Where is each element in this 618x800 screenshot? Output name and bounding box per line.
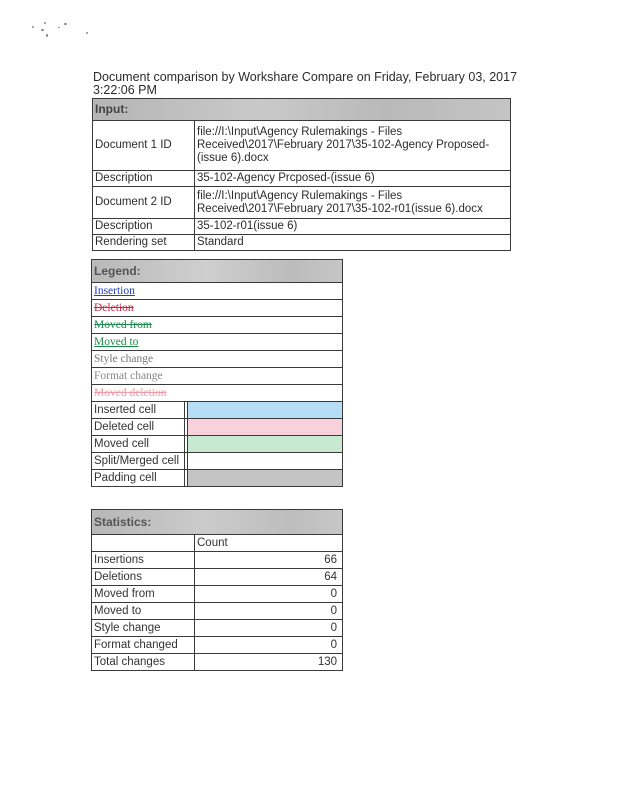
table-row [93,171,511,187]
table-row [93,121,511,171]
legend-padding-cell-swatch [188,470,343,487]
statistics-header-row [92,535,343,552]
input-heading-row [93,99,511,121]
legend-moved-deletion-label: Moved deletion [94,387,167,399]
stat-value: 0 [195,603,343,620]
stat-value: 0 [195,620,343,637]
stat-value: 0 [195,586,343,603]
legend-moved-to-label: Moved to [94,336,139,348]
legend-item-deletion [92,300,343,317]
legend-row [92,317,343,334]
legend-inserted-cell-swatch [188,402,343,419]
stat-label: Style change [92,620,195,637]
table-row [92,620,343,637]
legend-row [92,351,343,368]
row-label: Description [93,171,195,187]
stat-label: Total changes [92,654,195,671]
legend-item-insertion [92,283,343,300]
legend-item-format-change [92,368,343,385]
legend-row [92,470,343,487]
legend-item-moved-to [92,334,343,351]
table-row [93,219,511,235]
row-label: Document 2 ID [93,187,195,219]
statistics-heading: Statistics: [92,510,343,535]
legend-row [92,402,343,419]
input-table [92,98,511,251]
row-label: Rendering set [93,235,195,251]
legend-row [92,368,343,385]
legend-row [92,300,343,317]
stat-value: 66 [195,552,343,569]
stat-label: Format changed [92,637,195,654]
row-value: file://I:\Input\Agency Rulemakings - Files Received\2017\February 2017\35-102-Agency Proposed-(issue 6).docx [195,121,511,171]
statistics-heading-row [92,510,343,535]
legend-row [92,283,343,300]
stat-value: 0 [195,637,343,654]
legend-row [92,453,343,470]
row-label: Description [93,219,195,235]
legend-padding-cell-label: Padding cell [92,470,185,487]
row-value: Standard [195,235,511,251]
row-value: file://I:\Input\Agency Rulemakings - Files Received\2017\February 2017\35-102-r01(issue 6).docx [195,187,511,219]
legend-deletion-label: Deletion [94,302,134,314]
statistics-table [91,509,343,671]
stat-label: Deletions [92,569,195,586]
table-row [92,552,343,569]
row-label: Document 1 ID [93,121,195,171]
legend-moved-from-label: Moved from [94,319,152,331]
legend-inserted-cell-label: Inserted cell [92,402,185,419]
legend-heading: Legend: [92,260,343,283]
table-row [92,569,343,586]
table-row [92,586,343,603]
legend-moved-cell-swatch [188,436,343,453]
scan-specks [28,22,98,52]
legend-insertion-label: Insertion [94,285,135,297]
legend-row [92,419,343,436]
input-heading: Input: [93,99,511,121]
legend-split-merged-cell-label: Split/Merged cell [92,453,185,470]
legend-item-moved-from [92,317,343,334]
legend-style-change-label: Style change [94,353,154,365]
stat-label: Insertions [92,552,195,569]
legend-table [91,259,343,487]
page-title: Document comparison by Workshare Compare on Friday, February 03, 2017 3:22:06 PM [93,70,518,97]
stat-label: Moved to [92,603,195,620]
table-row [93,235,511,251]
legend-row [92,436,343,453]
row-value: 35-102-Agency Prcposed-(issue 6) [195,171,511,187]
legend-deleted-cell-label: Deleted cell [92,419,185,436]
legend-row [92,385,343,402]
legend-item-style-change [92,351,343,368]
legend-deleted-cell-swatch [188,419,343,436]
stat-value: 64 [195,569,343,586]
legend-format-change-label: Format change [94,370,163,382]
table-row [92,637,343,654]
table-row [92,603,343,620]
legend-heading-row [92,260,343,283]
legend-moved-cell-label: Moved cell [92,436,185,453]
table-row [93,187,511,219]
legend-split-merged-cell-swatch [188,453,343,470]
legend-row [92,334,343,351]
count-header: Count [195,535,343,552]
row-value: 35-102-r01(issue 6) [195,219,511,235]
stat-label: Moved from [92,586,195,603]
stat-value: 130 [195,654,343,671]
statistics-blank-header [92,535,195,552]
legend-item-moved-deletion [92,385,343,402]
table-row [92,654,343,671]
